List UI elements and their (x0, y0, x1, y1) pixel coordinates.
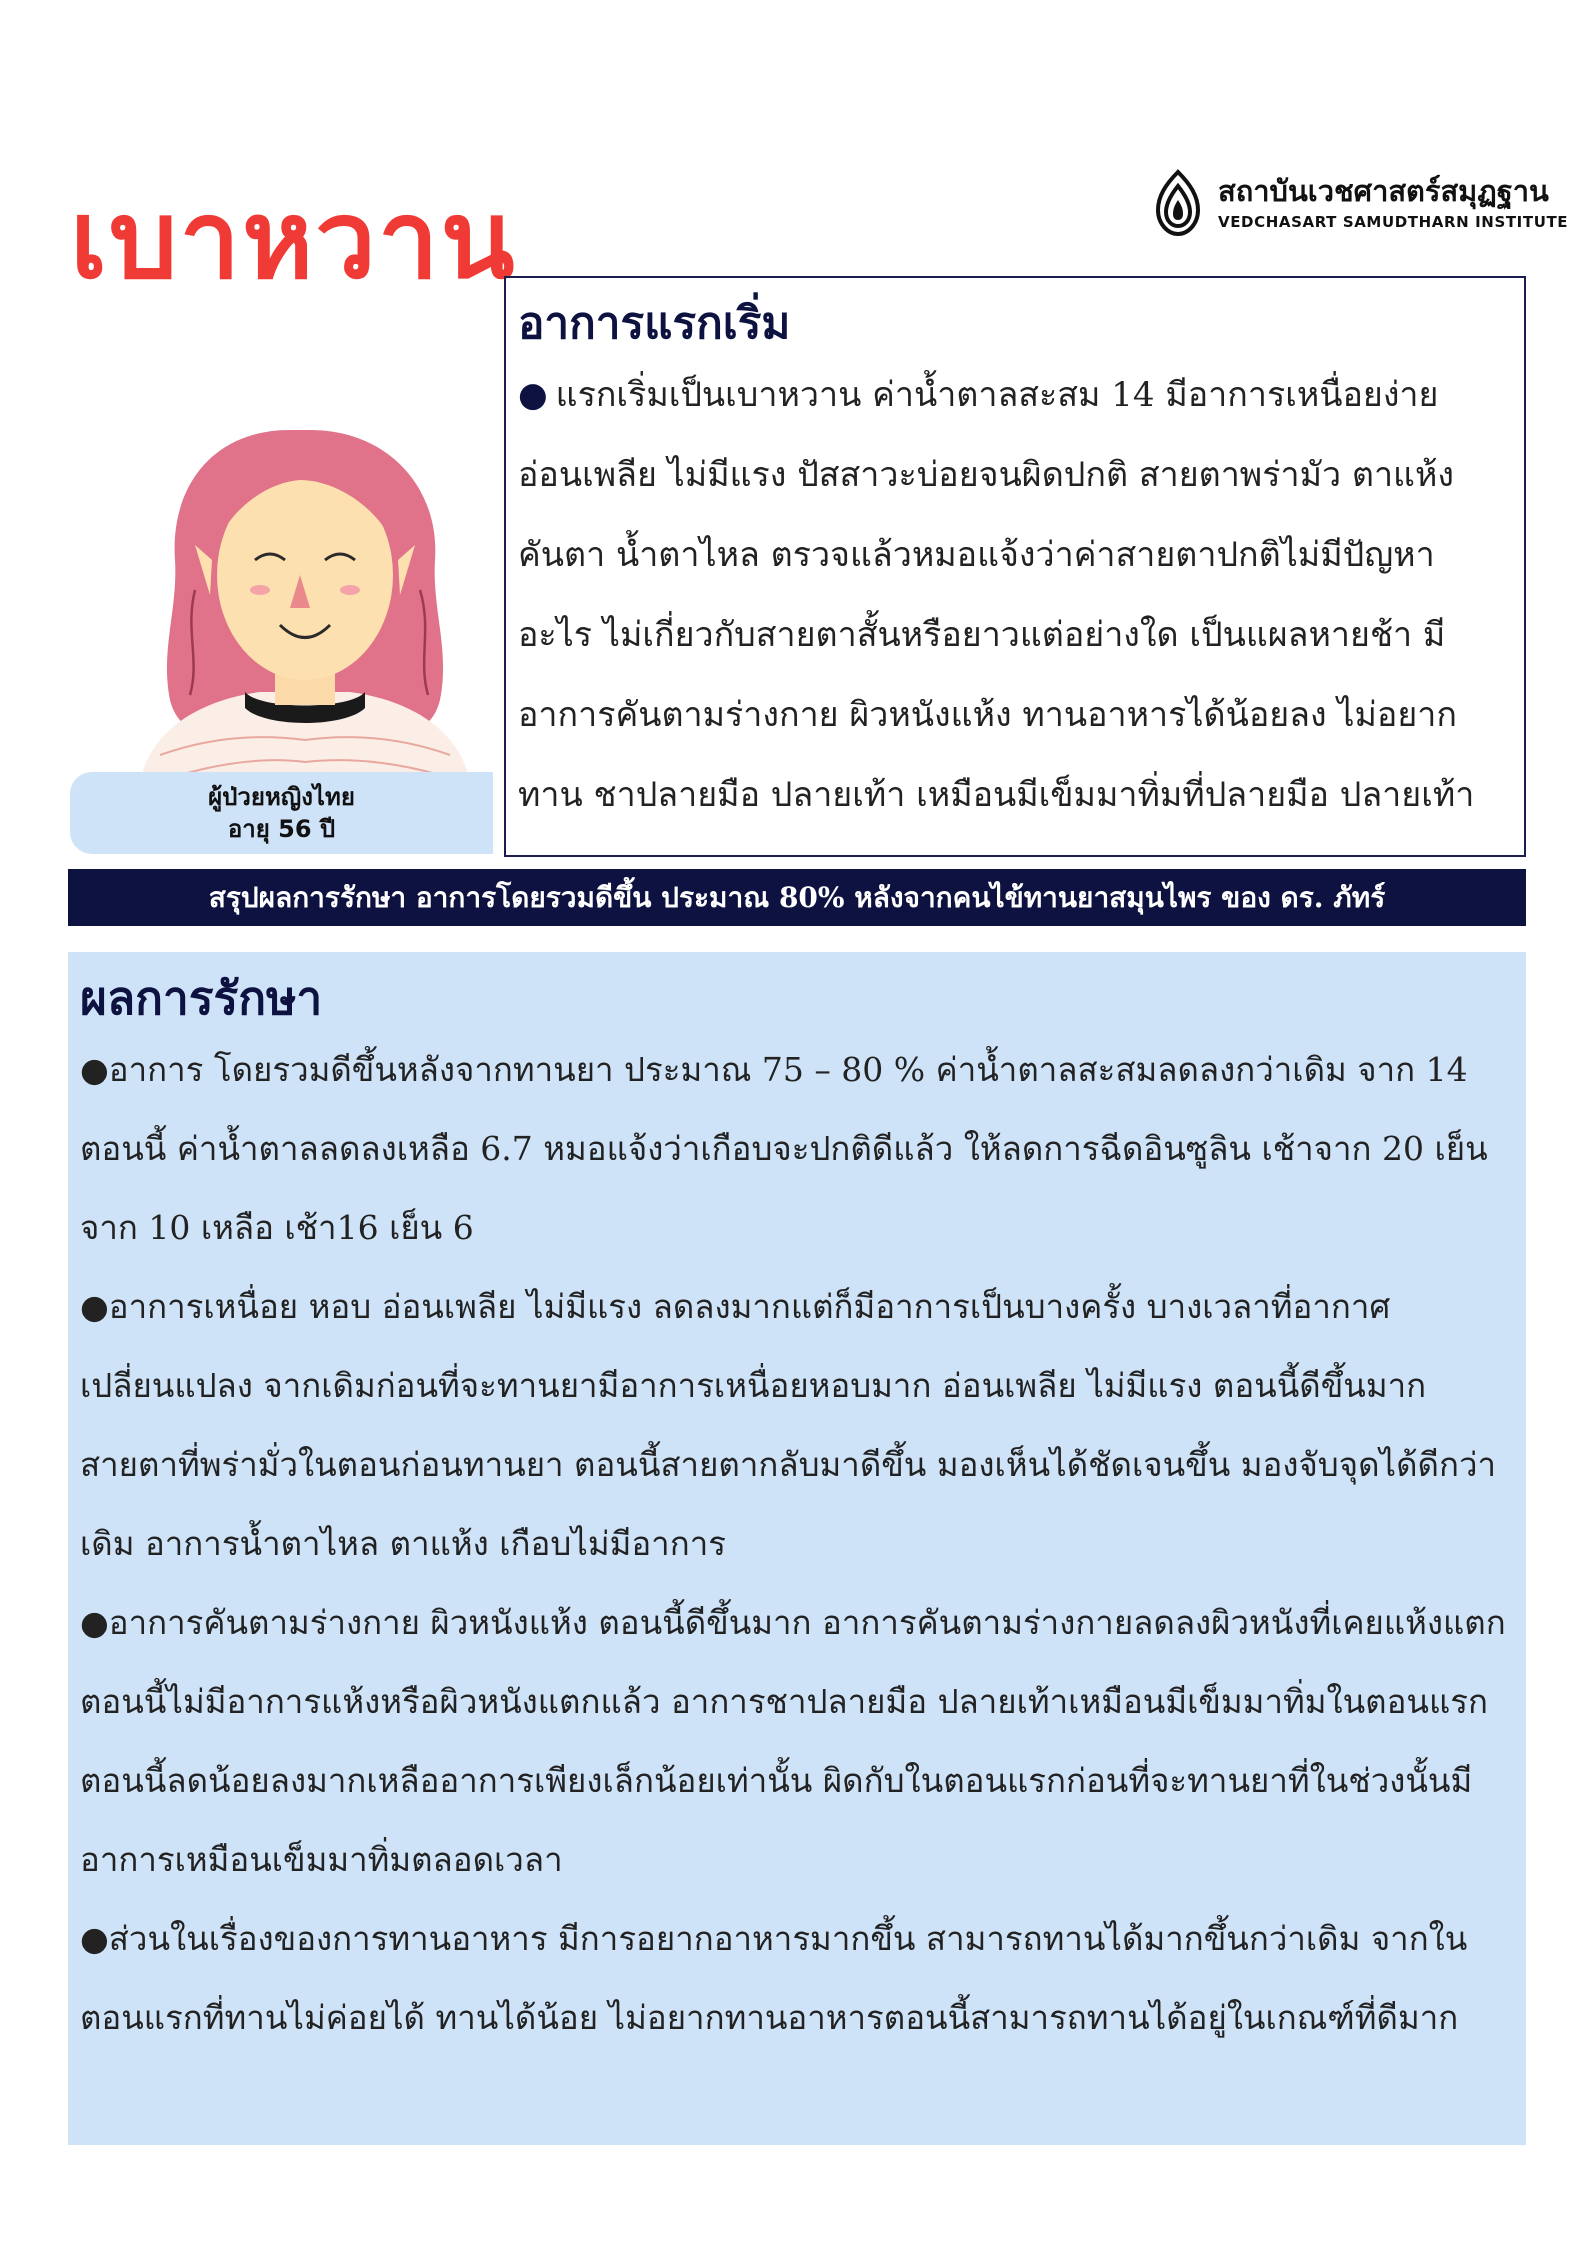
results-title: ผลการรักษา (80, 971, 323, 1025)
onset-description: แรกเริ่มเป็นเบาหวาน ค่าน้ำตาลสะสม 14 มีอาการเหนื่อยง่าย อ่อนเพลีย ไม่มีแรง ปัสสาวะบ่อยจนผิดปกติ สายตาพร่ามัว ตาแห้ง คันตา น้ำตาไหล ตรวจแล้วหมอแจ้งว่าค่าสายตาปกติไม่มีปัญหาอะไร ไม่เกี่ยวกับสายตาสั้นหรือยาวแต่อย่างใด เป็นแผลหายช้า มีอาการคันตามร่างกาย ผิวหนังแห้ง ทานอาหารได้น้อยลง ไม่อยากทาน ชาปลายมือ ปลายเท้า เหมือนมีเข็มมาทิ่มที่ปลายมือ ปลายเท้า (518, 374, 1475, 815)
institute-name-english: VEDCHASART SAMUDTHARN INSTITUTE (1218, 212, 1569, 231)
bullet-icon: ● (518, 374, 548, 415)
onset-symptoms-box (504, 276, 1526, 857)
patient-age: อายุ 56 ปี (227, 815, 336, 843)
institute-logo (1150, 168, 1568, 238)
page-title: เบาหวาน (70, 178, 517, 304)
patient-description: ผู้ป่วยหญิงไทย (208, 782, 355, 811)
result-item: ●อาการเหนื่อย หอบ อ่อนเพลีย ไม่มีแรง ลดลงมากแต่ก็มีอาการเป็นบางครั้ง บางเวลาที่อากาศเปลี่ยนแปลง จากเดิมก่อนที่จะทานยามีอาการเหนื่อยหอบมาก อ่อนเพลีย ไม่มีแรง ตอนนี้ดีขึ้นมาก สายตาที่พร่ามั่วในตอนก่อนทานยา ตอนนี้สายตากลับมาดีขึ้น มองเห็นได้ชัดเจนขึ้น มองจับจุดได้ดีกว่าเดิม อาการน้ำตาไหล ตาแห้ง เกือบไม่มีอาการ (80, 1286, 1497, 1563)
patient-avatar (140, 410, 470, 782)
institute-name-thai: สถาบันเวชศาสตร์สมุฏฐาน (1218, 174, 1549, 209)
result-item: ●อาการคันตามร่างกาย ผิวหนังแห้ง ตอนนี้ดีขึ้นมาก อาการคันตามร่างกายลดลงผิวหนังที่เคยแห้งแตก ตอนนี้ไม่มีอาการแห้งหรือผิวหนังแตกแล้ว อาการชาปลายมือ ปลายเท้าเหมือนมีเข็มมาทิ่มในตอนแรก ตอนนี้ลดน้อยลงมากเหลืออาการเพียงเล็กน้อยเท่านั้น ผิดกับในตอนแรกก่อนที่จะทานยาที่ในช่วงนั้นมีอาการเหมือนเข็มมาทิ่มตลอดเวลา (80, 1602, 1506, 1879)
onset-text (518, 355, 1506, 835)
treatment-results-box (68, 952, 1526, 2145)
patient-label (70, 772, 493, 854)
treatment-summary-bar: สรุปผลการรักษา อาการโดยรวมดีขึ้น ประมาณ 80% หลังจากคนไข้ทานยาสมุนไพร ของ ดร. ภัทร์ (68, 869, 1526, 926)
result-item: ●อาการ โดยรวมดีขึ้นหลังจากทานยา ประมาณ 75 – 80 % ค่าน้ำตาลสะสมลดลงกว่าเดิม จาก 14 ตอนนี้ ค่าน้ำตาลลดลงเหลือ 6.7 หมอแจ้งว่าเกือบจะปกติดีแล้ว ให้ลดการฉีดอินซูลิน เช้าจาก 20 เย็นจาก 10 เหลือ เช้า16 เย็น 6 (80, 1049, 1488, 1247)
onset-title: อาการแรกเริ่ม (518, 298, 791, 349)
institute-logo-icon (1150, 168, 1206, 238)
woman-avatar-illustration (140, 410, 470, 782)
result-item: ●ส่วนในเรื่องของการทานอาหาร มีการอยากอาหารมากขึ้น สามารถทานได้มากขึ้นกว่าเดิม จากในตอนแรกที่ทานไม่ค่อยได้ ทานได้น้อย ไม่อยากทานอาหารตอนนี้สามารถทานได้อยู่ในเกณฑ์ที่ดีมาก (80, 1918, 1468, 2037)
